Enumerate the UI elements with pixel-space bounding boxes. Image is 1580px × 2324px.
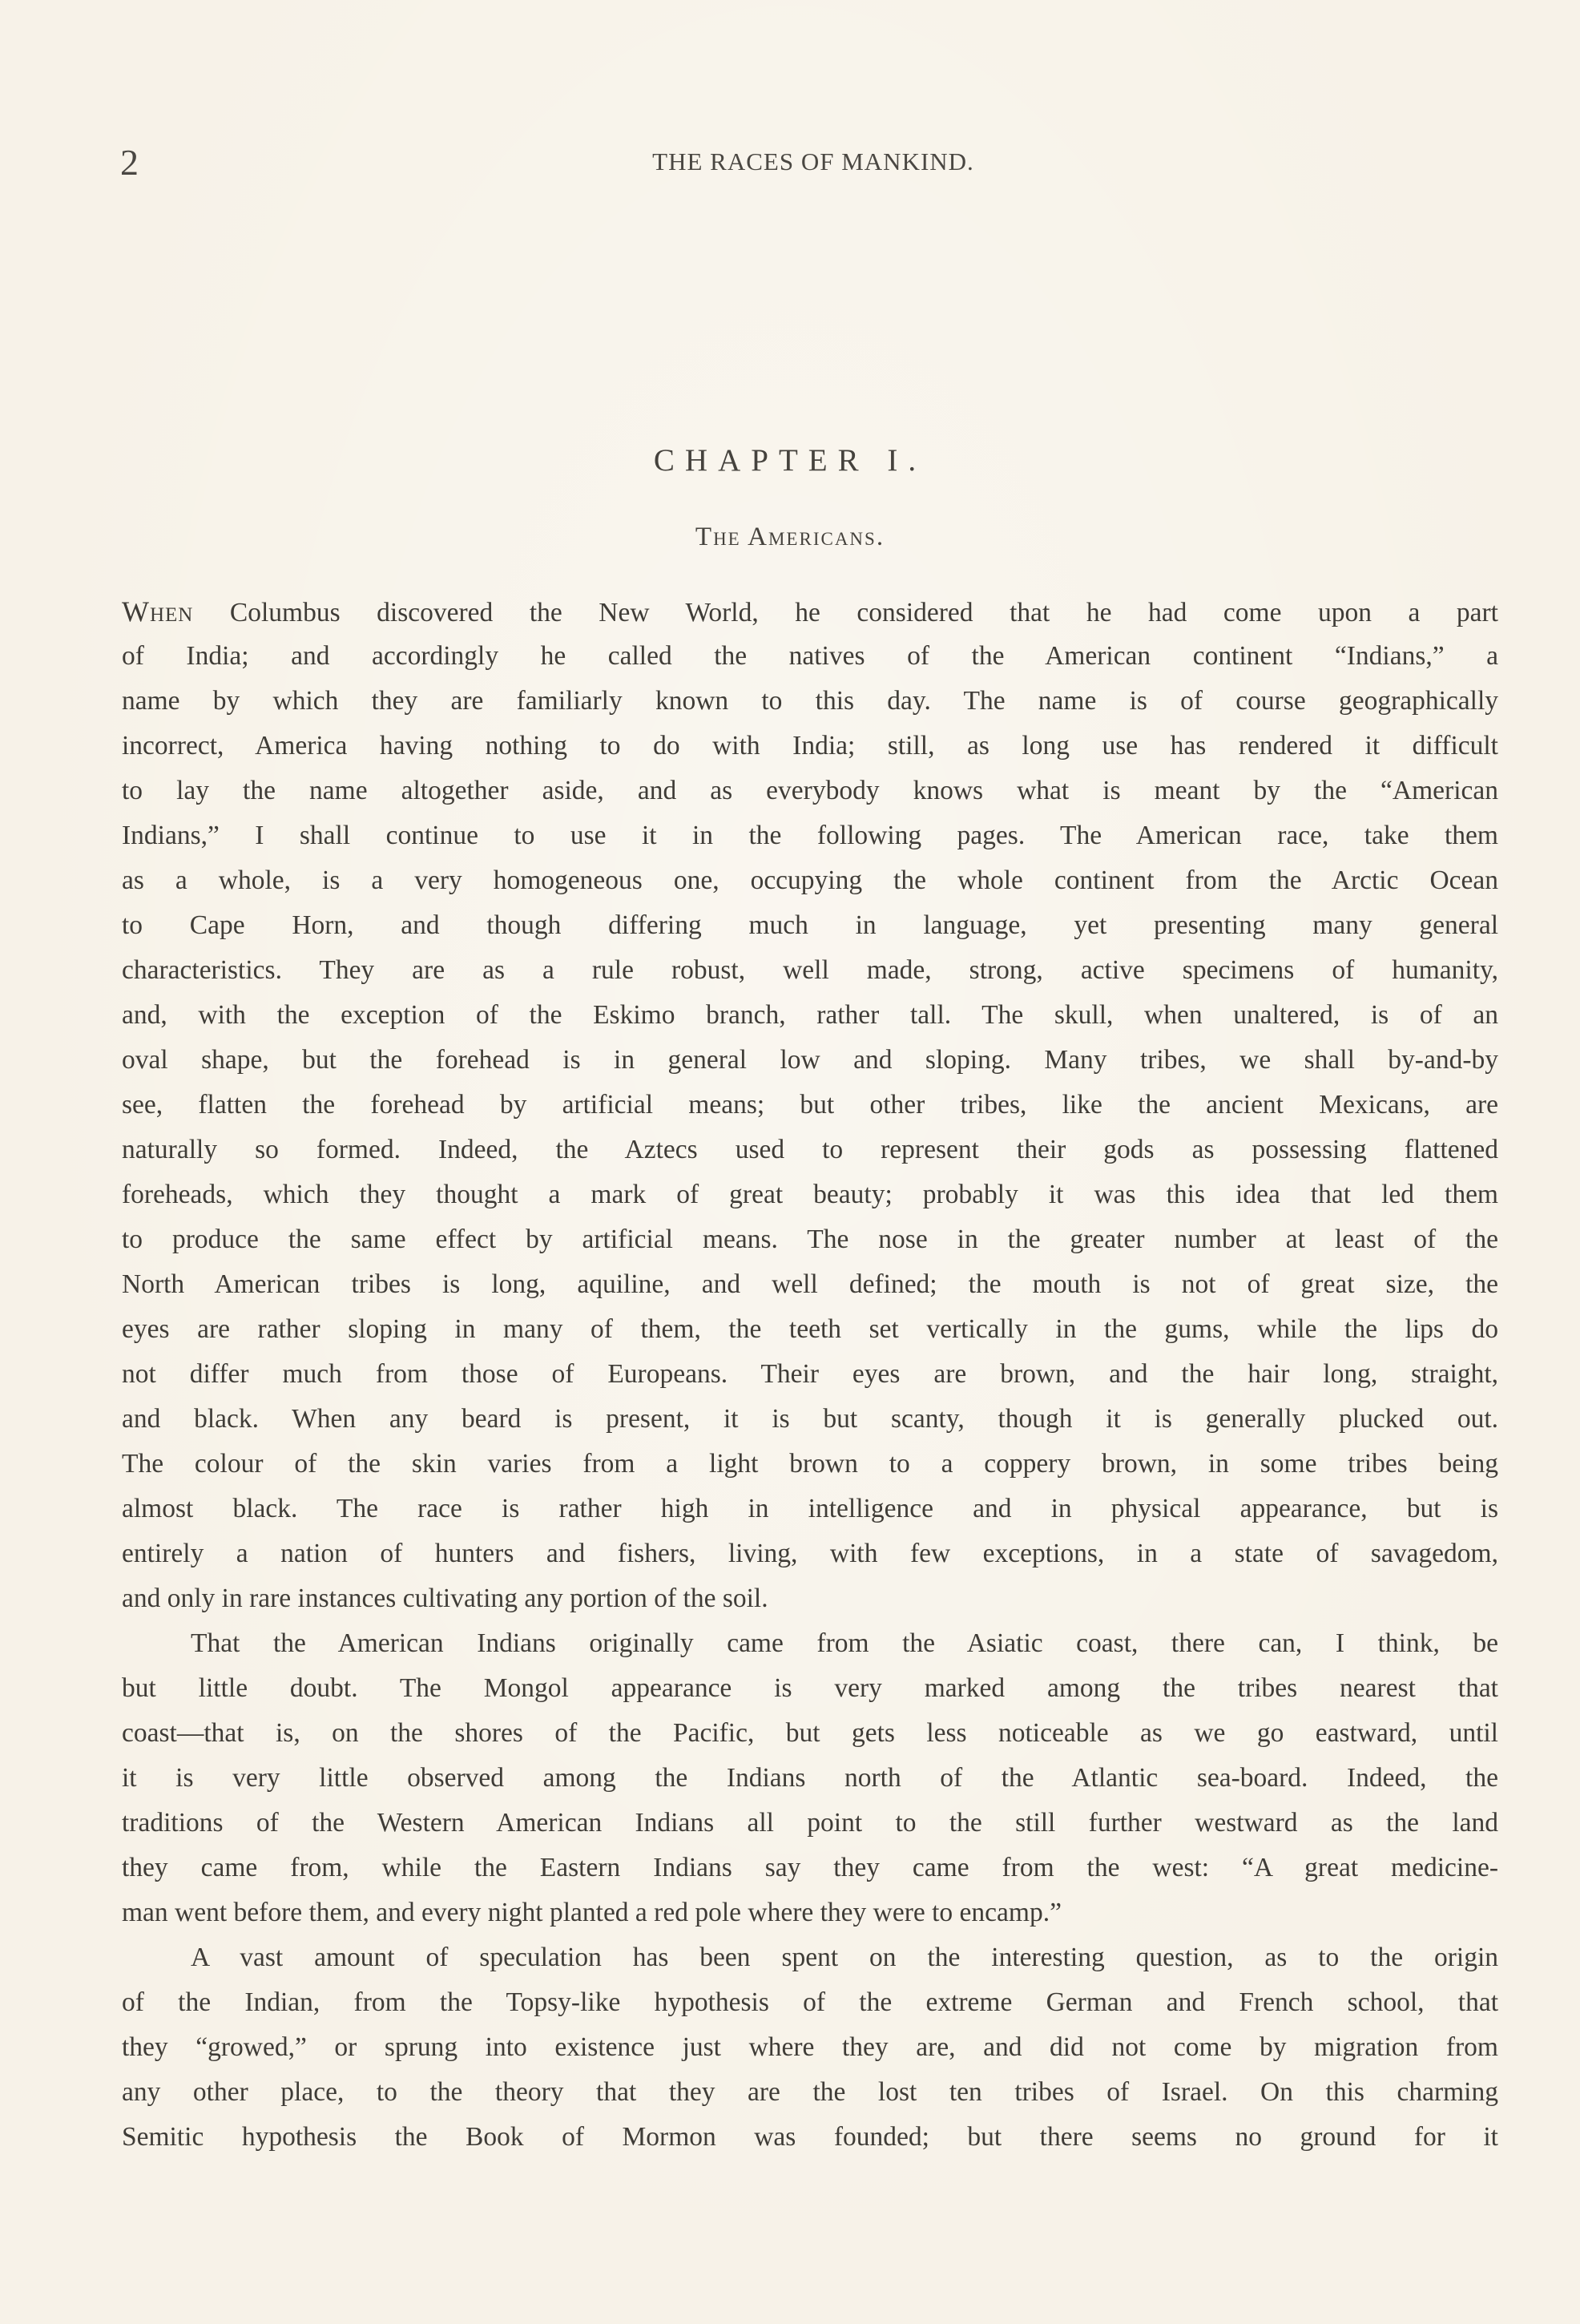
text-line: oval shape, but the forehead is in general low and sloping. Many tribes, we shall by-and-by	[122, 1045, 1498, 1075]
text-line: name by which they are familiarly known to this day. The name is of course geographically	[122, 686, 1498, 716]
text-line: Indians,” I shall continue to use it in the following pages. The American race, take them	[122, 821, 1498, 850]
text-line: naturally so formed. Indeed, the Aztecs used to represent their gods as possessing flattened	[122, 1135, 1498, 1164]
running-title: THE RACES OF MANKIND.	[652, 147, 974, 176]
text-line: as a whole, is a very homogeneous one, occupying the whole continent from the Arctic Ocean	[122, 865, 1498, 895]
text-line: it is very little observed among the Indians north of the Atlantic sea-board. Indeed, the	[122, 1763, 1498, 1793]
text-line: characteristics. They are as a rule robust, well made, strong, active specimens of humanity,	[122, 955, 1498, 985]
text-line: any other place, to the theory that they are the lost ten tribes of Israel. On this charming	[122, 2077, 1498, 2107]
text-line: eyes are rather sloping in many of them, the teeth set vertically in the gums, while the lips do	[122, 1314, 1498, 1344]
text-line: foreheads, which they thought a mark of great beauty; probably it was this idea that led them	[122, 1180, 1498, 1209]
text-line: and only in rare instances cultivating any portion of the soil.	[122, 1584, 768, 1613]
text-line: they “growed,” or sprung into existence just where they are, and did not come by migration from	[122, 2032, 1498, 2062]
text-line: but little doubt. The Mongol appearance is very marked among the tribes nearest that	[122, 1673, 1498, 1703]
text-line: North American tribes is long, aquiline, and well defined; the mouth is not of great size, the	[122, 1269, 1498, 1299]
text-line: A vast amount of speculation has been spent on the interesting question, as to the origin	[191, 1943, 1498, 1972]
paragraph-lead-word: When	[122, 595, 194, 627]
text-line: of the Indian, from the Topsy-like hypothesis of the extreme German and French school, that	[122, 1987, 1498, 2017]
text-line: incorrect, America having nothing to do with India; still, as long use has rendered it difficult	[122, 731, 1498, 761]
text-line: That the American Indians originally came from the Asiatic coast, there can, I think, be	[191, 1628, 1498, 1658]
text-line: to lay the name altogether aside, and as everybody knows what is meant by the “American	[122, 776, 1498, 805]
text-line: see, flatten the forehead by artificial means; but other tribes, like the ancient Mexicans, are	[122, 1090, 1498, 1120]
page-number: 2	[120, 142, 139, 183]
text-line: coast—that is, on the shores of the Pacific, but gets less noticeable as we go eastward, until	[122, 1718, 1498, 1748]
text-line: and, with the exception of the Eskimo branch, rather tall. The skull, when unaltered, is of an	[122, 1000, 1498, 1030]
text-line: man went before them, and every night planted a red pole where they were to encamp.”	[122, 1898, 1062, 1927]
text-line: traditions of the Western American Indians all point to the still further westward as the land	[122, 1808, 1498, 1838]
text-line: almost black. The race is rather high in intelligence and in physical appearance, but is	[122, 1494, 1498, 1523]
text-line: of India; and accordingly he called the natives of the American continent “Indians,” a	[122, 641, 1498, 671]
text-line: and black. When any beard is present, it is but scanty, though it is generally plucked out.	[122, 1404, 1498, 1434]
text-line: Columbus discovered the New World, he considered that he had come upon a part	[193, 598, 1498, 627]
text-line: to Cape Horn, and though differing much in language, yet presenting many general	[122, 910, 1498, 940]
text-line: they came from, while the Eastern Indians say they came from the west: “A great medicine-	[122, 1853, 1498, 1882]
text-line: not differ much from those of Europeans. Their eyes are brown, and the hair long, straight,	[122, 1359, 1498, 1389]
body-text	[122, 589, 1498, 2160]
running-head	[120, 141, 1506, 181]
text-line: to produce the same effect by artificial means. The nose in the greater number at least of the	[122, 1225, 1498, 1254]
chapter-heading: CHAPTER I.	[653, 443, 927, 478]
paragraph-1-line-1	[122, 589, 1498, 634]
text-line: The colour of the skin varies from a light brown to a coppery brown, in some tribes being	[122, 1449, 1498, 1479]
text-line: Semitic hypothesis the Book of Mormon was founded; but there seems no ground for it	[122, 2122, 1498, 2152]
text-line: entirely a nation of hunters and fishers, living, with few exceptions, in a state of savagedom,	[122, 1539, 1498, 1568]
chapter-subtitle: The Americans.	[695, 522, 885, 551]
